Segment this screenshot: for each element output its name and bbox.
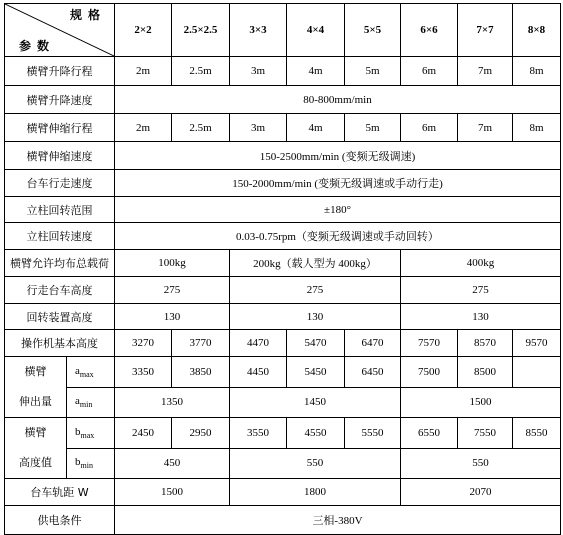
value-cell: 130 bbox=[401, 304, 561, 330]
value-cell: 1800 bbox=[230, 479, 401, 506]
size-header: 4×4 bbox=[287, 4, 345, 57]
size-header: 6×6 bbox=[401, 4, 458, 57]
value-cell: 1500 bbox=[401, 387, 561, 418]
row-label: 台车轨距 W bbox=[5, 479, 115, 506]
value-cell: 3770 bbox=[172, 330, 230, 357]
row-arm-allowable-load bbox=[5, 250, 561, 277]
label-line: 高度值 bbox=[19, 456, 52, 469]
value-cell: 6550 bbox=[401, 418, 458, 449]
value-cell: 3270 bbox=[115, 330, 172, 357]
var-letter: a bbox=[75, 395, 80, 408]
value-cell: 1350 bbox=[115, 387, 230, 418]
value-cell: 7570 bbox=[401, 330, 458, 357]
value-cell: 80-800mm/min bbox=[115, 86, 561, 114]
row-a-min bbox=[5, 387, 561, 418]
row-label: 横臂升降行程 bbox=[5, 57, 115, 86]
row-label: 横臂升降速度 bbox=[5, 86, 115, 114]
value-cell: 4m bbox=[287, 57, 345, 86]
corner-size-label: 规格 bbox=[69, 8, 106, 22]
value-cell: 5m bbox=[345, 57, 401, 86]
var-subscript: max bbox=[79, 369, 94, 379]
empty-cell bbox=[513, 357, 561, 388]
value-cell: 8m bbox=[513, 57, 561, 86]
value-cell: 1500 bbox=[115, 479, 230, 506]
a-min-label bbox=[67, 387, 115, 418]
size-header: 8×8 bbox=[513, 4, 561, 57]
value-cell: 2m bbox=[115, 57, 172, 86]
value-cell: 7550 bbox=[458, 418, 513, 449]
value-cell: 5550 bbox=[345, 418, 401, 449]
row-rotation-device-height bbox=[5, 304, 561, 330]
var-letter: b bbox=[75, 425, 81, 438]
value-cell: 2950 bbox=[172, 418, 230, 449]
value-cell: 7m bbox=[458, 57, 513, 86]
value-cell: 2450 bbox=[115, 418, 172, 449]
value-cell: 3350 bbox=[115, 357, 172, 388]
value-cell: 275 bbox=[401, 277, 561, 304]
corner-cell bbox=[5, 4, 115, 57]
value-cell: 130 bbox=[230, 304, 401, 330]
value-cell: 4450 bbox=[230, 357, 287, 388]
row-label: 立柱回转速度 bbox=[5, 223, 115, 250]
row-label: 回转装置高度 bbox=[5, 304, 115, 330]
value-cell: 9570 bbox=[513, 330, 561, 357]
value-cell: 550 bbox=[230, 448, 401, 479]
row-arm-telescopic-speed bbox=[5, 142, 561, 170]
label-line: 横臂 bbox=[24, 365, 47, 378]
b-min-label bbox=[67, 448, 115, 479]
value-cell: 1450 bbox=[230, 387, 401, 418]
value-cell: 8570 bbox=[458, 330, 513, 357]
value-cell: 3m bbox=[230, 114, 287, 142]
row-b-min bbox=[5, 448, 561, 479]
value-cell: 2m bbox=[115, 114, 172, 142]
value-cell: 5450 bbox=[287, 357, 345, 388]
row-label: 台车行走速度 bbox=[5, 170, 115, 197]
value-cell: 100kg bbox=[115, 250, 230, 277]
row-carriage-height bbox=[5, 277, 561, 304]
value-cell: 8550 bbox=[513, 418, 561, 449]
value-cell: 6m bbox=[401, 57, 458, 86]
row-label: 横臂允许均布总载荷 bbox=[5, 250, 115, 277]
var-letter: b bbox=[75, 456, 81, 469]
label-line: 伸出量 bbox=[19, 395, 52, 408]
row-label: 供电条件 bbox=[5, 506, 115, 535]
value-cell: 2070 bbox=[401, 479, 561, 506]
corner-param-label: 参数 bbox=[19, 39, 56, 53]
size-header: 2×2 bbox=[115, 4, 172, 57]
row-arm-telescopic-travel bbox=[5, 114, 561, 142]
header-row bbox=[5, 4, 561, 57]
value-cell: 6m bbox=[401, 114, 458, 142]
value-cell: 6450 bbox=[345, 357, 401, 388]
size-header: 3×3 bbox=[230, 4, 287, 57]
value-cell: 8500 bbox=[458, 357, 513, 388]
a-max-label bbox=[67, 357, 115, 388]
value-cell: 275 bbox=[230, 277, 401, 304]
value-cell: 4m bbox=[287, 114, 345, 142]
arm-extension-label bbox=[5, 357, 67, 418]
row-label: 横臂伸缩速度 bbox=[5, 142, 115, 170]
value-cell: 130 bbox=[115, 304, 230, 330]
row-arm-lift-travel bbox=[5, 57, 561, 86]
value-cell: 2.5m bbox=[172, 114, 230, 142]
value-cell: 8m bbox=[513, 114, 561, 142]
value-cell: 5470 bbox=[287, 330, 345, 357]
row-label: 立柱回转范围 bbox=[5, 197, 115, 223]
value-cell: 150-2000mm/min (变频无级调速或手动行走) bbox=[115, 170, 561, 197]
value-cell: 5m bbox=[345, 114, 401, 142]
row-column-rotation-speed bbox=[5, 223, 561, 250]
value-cell: 150-2500mm/min (变频无级调速) bbox=[115, 142, 561, 170]
row-power-supply bbox=[5, 506, 561, 535]
size-header: 2.5×2.5 bbox=[172, 4, 230, 57]
value-cell: 200kg（载人型为 400kg） bbox=[230, 250, 401, 277]
value-cell: 0.03-0.75rpm（变频无级调速或手动回转） bbox=[115, 223, 561, 250]
value-cell: ±180° bbox=[115, 197, 561, 223]
var-subscript: min bbox=[80, 461, 93, 471]
size-header: 5×5 bbox=[345, 4, 401, 57]
label-line: 横臂 bbox=[24, 426, 47, 439]
row-arm-lift-speed bbox=[5, 86, 561, 114]
b-max-label bbox=[67, 418, 115, 449]
spec-table bbox=[4, 3, 561, 535]
value-cell: 3850 bbox=[172, 357, 230, 388]
row-column-rotation-range bbox=[5, 197, 561, 223]
value-cell: 2.5m bbox=[172, 57, 230, 86]
value-cell: 450 bbox=[115, 448, 230, 479]
row-track-gauge bbox=[5, 479, 561, 506]
var-letter: a bbox=[75, 364, 80, 377]
var-subscript: min bbox=[79, 400, 93, 410]
row-label: 操作机基本高度 bbox=[5, 330, 115, 357]
value-cell: 4470 bbox=[230, 330, 287, 357]
row-label: 行走台车高度 bbox=[5, 277, 115, 304]
row-b-max bbox=[5, 418, 561, 449]
value-cell: 7m bbox=[458, 114, 513, 142]
row-a-max bbox=[5, 357, 561, 388]
value-cell: 3m bbox=[230, 57, 287, 86]
row-label: 横臂伸缩行程 bbox=[5, 114, 115, 142]
row-carriage-speed bbox=[5, 170, 561, 197]
arm-height-label bbox=[5, 418, 67, 479]
size-header: 7×7 bbox=[458, 4, 513, 57]
value-cell: 3550 bbox=[230, 418, 287, 449]
value-cell: 三相-380V bbox=[115, 506, 561, 535]
var-subscript: max bbox=[80, 430, 95, 440]
value-cell: 6470 bbox=[345, 330, 401, 357]
value-cell: 400kg bbox=[401, 250, 561, 277]
value-cell: 4550 bbox=[287, 418, 345, 449]
value-cell: 7500 bbox=[401, 357, 458, 388]
value-cell: 275 bbox=[115, 277, 230, 304]
row-base-height bbox=[5, 330, 561, 357]
value-cell: 550 bbox=[401, 448, 561, 479]
